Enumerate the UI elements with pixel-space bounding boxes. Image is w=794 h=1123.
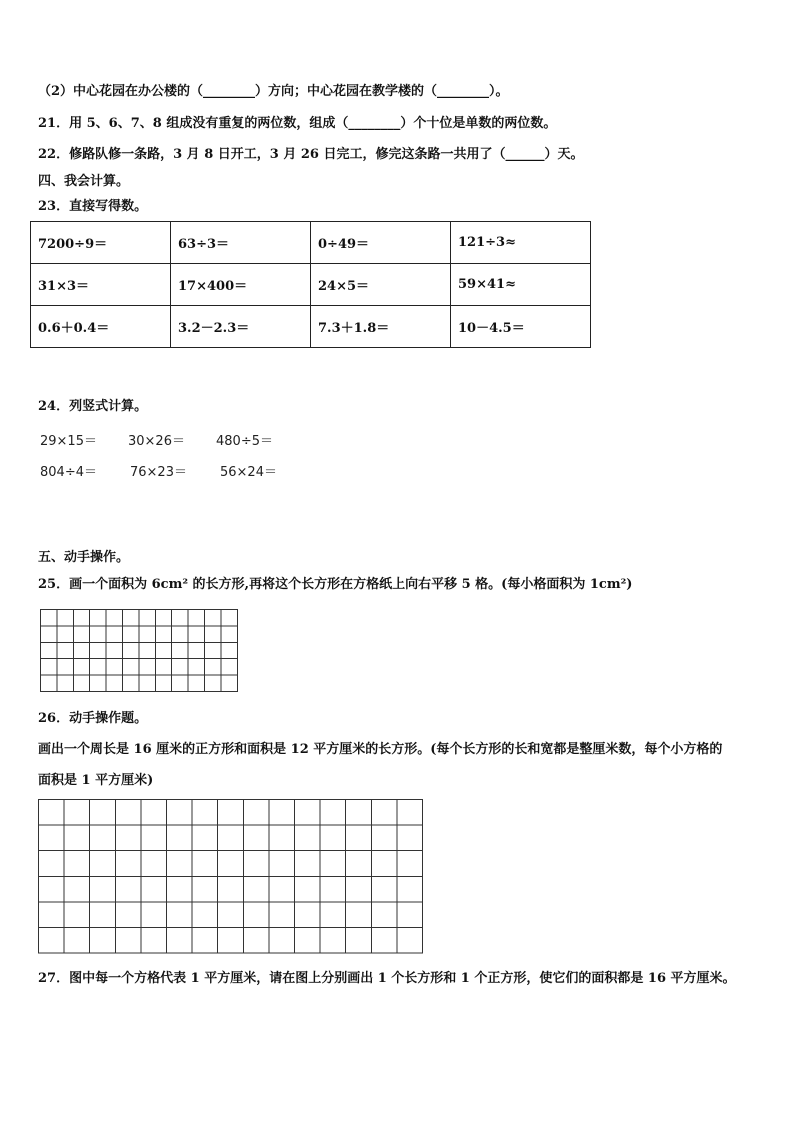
section-5-title: 五、动手操作。 (38, 550, 130, 565)
question-26-instruction-line-2: 面积是 1 平方厘米) (38, 773, 154, 788)
table-row (31, 264, 591, 306)
vertical-calc-item: 76×23＝ (130, 465, 187, 480)
question-21: 21．用 5、6、7、8 组成没有重复的两位数，组成（________）个十位是单数的两位数。 (38, 116, 557, 131)
question-26-instruction-line-1: 画出一个周长是 16 厘米的正方形和面积是 12 平方厘米的长方形。(每个长方形的长和宽都是整厘米数，每个小方格的 (38, 742, 723, 757)
grid-paper-large[interactable] (38, 799, 426, 957)
grid-paper-small[interactable] (40, 609, 240, 693)
table-cell: 59×41≈ (451, 264, 591, 306)
section-4-title: 四、我会计算。 (38, 174, 130, 189)
question-20-part-2: （2）中心花园在办公楼的（________）方向；中心花园在教学楼的（________）。 (38, 84, 509, 99)
question-26-title: 26．动手操作题。 (38, 711, 148, 726)
table-cell: 17×400＝ (171, 264, 311, 306)
table-cell: 7.3＋1.8＝ (311, 306, 451, 348)
vertical-calc-item: 30×26＝ (128, 434, 185, 449)
question-22: 22．修路队修一条路，3 月 8 日开工，3 月 26 日完工，修完这条路一共用了（______）天。 (38, 147, 584, 162)
table-row (31, 222, 591, 264)
question-23-title: 23．直接写得数。 (38, 199, 148, 214)
table-cell: 7200÷9＝ (31, 222, 171, 264)
vertical-calc-item: 29×15＝ (40, 434, 97, 449)
table-cell: 10－4.5＝ (451, 306, 591, 348)
question-25: 25．画一个面积为 6cm² 的长方形,再将这个长方形在方格纸上向右平移 5 格。(每小格面积为 1cm²) (38, 577, 633, 592)
vertical-calc-item: 56×24＝ (220, 465, 277, 480)
table-cell: 0÷49＝ (311, 222, 451, 264)
table-cell: 121÷3≈ (451, 222, 591, 264)
mental-math-table (30, 221, 591, 348)
table-cell: 24×5＝ (311, 264, 451, 306)
table-cell: 31×3＝ (31, 264, 171, 306)
vertical-calc-item: 480÷5＝ (216, 434, 273, 449)
table-cell: 63÷3＝ (171, 222, 311, 264)
question-24-title: 24．列竖式计算。 (38, 399, 148, 414)
question-27: 27．图中每一个方格代表 1 平方厘米，请在图上分别画出 1 个长方形和 1 个正方形，使它们的面积都是 16 平方厘米。 (38, 971, 736, 986)
table-cell: 0.6＋0.4＝ (31, 306, 171, 348)
table-cell: 3.2－2.3＝ (171, 306, 311, 348)
vertical-calc-item: 804÷4＝ (40, 465, 97, 480)
table-row (31, 306, 591, 348)
